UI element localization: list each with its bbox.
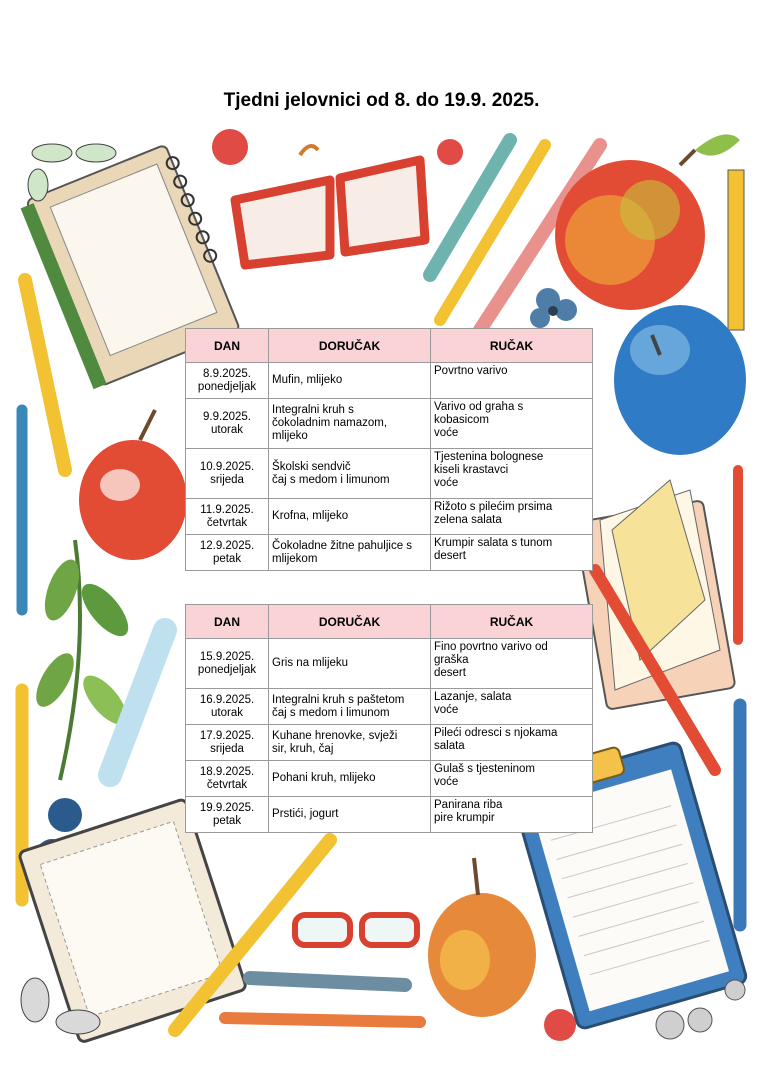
lunch-line: voće bbox=[434, 477, 459, 489]
date-text: 12.9.2025. bbox=[199, 539, 255, 552]
ball-icon bbox=[212, 129, 248, 165]
breakfast-header: DORUČAK bbox=[269, 605, 431, 639]
lunch-cell bbox=[431, 363, 593, 399]
apple-icon bbox=[79, 410, 187, 560]
lunch-cell bbox=[431, 639, 593, 689]
date-text: 18.9.2025. bbox=[199, 765, 255, 778]
lunch-line: pire krumpir bbox=[434, 812, 495, 824]
lunch-line: Krumpir salata s tunom bbox=[434, 537, 553, 549]
breakfast-line: Integralni kruh s bbox=[272, 404, 354, 416]
breakfast-line: mlijekom bbox=[272, 552, 318, 565]
table-row bbox=[186, 797, 593, 833]
table-header-row bbox=[186, 605, 593, 639]
weekday-text: petak bbox=[212, 552, 242, 565]
menu-table-week1 bbox=[185, 328, 593, 571]
day-header: DAN bbox=[186, 605, 269, 639]
weekday-text: utorak bbox=[211, 423, 243, 436]
table-row bbox=[186, 363, 593, 399]
breakfast-line: Prstići, jogurt bbox=[272, 808, 339, 820]
breakfast-cell bbox=[269, 761, 431, 797]
lunch-line: Rižoto s pilećim prsima bbox=[434, 501, 553, 513]
breakfast-cell bbox=[269, 725, 431, 761]
lunch-line: kiseli krastavci bbox=[434, 464, 509, 476]
date-text: 16.9.2025. bbox=[199, 693, 255, 706]
ball-icon bbox=[437, 139, 463, 165]
breakfast-cell bbox=[269, 535, 431, 571]
weekday-text: četvrtak bbox=[206, 778, 248, 791]
breakfast-line: čaj s medom i limunom bbox=[272, 473, 390, 486]
weekday-text: ponedjeljak bbox=[197, 663, 257, 676]
lunch-line: kobasicom bbox=[434, 414, 489, 426]
breakfast-cell bbox=[269, 449, 431, 499]
table-row bbox=[186, 499, 593, 535]
lunch-line: Tjestenina bolognese bbox=[434, 451, 544, 463]
breakfast-line: mlijeko bbox=[272, 430, 308, 442]
day-cell bbox=[186, 399, 269, 449]
lunch-cell bbox=[431, 449, 593, 499]
lunch-cell bbox=[431, 689, 593, 725]
table-row bbox=[186, 449, 593, 499]
weekday-text: srijeda bbox=[210, 473, 244, 486]
lunch-cell bbox=[431, 725, 593, 761]
date-text: 11.9.2025. bbox=[200, 503, 254, 516]
lunch-cell bbox=[431, 399, 593, 449]
lunch-line: voće bbox=[434, 427, 459, 439]
date-text: 8.9.2025. bbox=[203, 367, 251, 380]
lunch-line: graška bbox=[434, 654, 469, 666]
date-text: 9.9.2025. bbox=[203, 410, 251, 423]
lunch-line: Fino povrtno varivo od bbox=[434, 641, 548, 653]
ball-icon bbox=[544, 1009, 576, 1041]
lunch-line: salata bbox=[434, 740, 465, 752]
breakfast-line: Pohani kruh, mlijeko bbox=[272, 772, 376, 784]
day-cell bbox=[186, 797, 269, 833]
lunch-cell bbox=[431, 797, 593, 833]
notebook-icon bbox=[19, 799, 247, 1043]
day-cell bbox=[186, 449, 269, 499]
breakfast-line: čokoladnim namazom, bbox=[272, 417, 388, 429]
date-text: 19.9.2025. bbox=[199, 801, 255, 814]
breakfast-cell bbox=[269, 689, 431, 725]
breakfast-cell bbox=[269, 639, 431, 689]
table-header-row bbox=[186, 329, 593, 363]
lunch-cell bbox=[431, 535, 593, 571]
breakfast-line: sir, kruh, čaj bbox=[272, 742, 334, 755]
glasses-icon bbox=[235, 146, 425, 265]
table-row bbox=[186, 399, 593, 449]
menu-rows bbox=[186, 363, 593, 571]
day-cell bbox=[186, 499, 269, 535]
table-row bbox=[186, 725, 593, 761]
lunch-line: Varivo od graha s bbox=[434, 401, 524, 413]
table-row bbox=[186, 535, 593, 571]
flower-icon bbox=[530, 288, 577, 328]
breakfast-line: čaj s medom i limunom bbox=[272, 706, 390, 719]
lunch-line: Gulaš s tjesteninom bbox=[434, 763, 535, 775]
lunch-line: Pileći odresci s njokama bbox=[434, 727, 558, 739]
lunch-line: voće bbox=[434, 704, 459, 716]
breakfast-line: Kuhane hrenovke, svježi bbox=[272, 729, 398, 742]
breakfast-cell bbox=[269, 499, 431, 535]
day-cell bbox=[186, 363, 269, 399]
lunch-line: zelena salata bbox=[434, 514, 502, 526]
day-cell bbox=[186, 761, 269, 797]
weekday-text: ponedjeljak bbox=[197, 380, 257, 393]
menu-table-week2 bbox=[185, 604, 593, 833]
date-text: 15.9.2025. bbox=[199, 650, 255, 663]
breakfast-line: Integralni kruh s paštetom bbox=[272, 693, 405, 706]
lunch-line: Lazanje, salata bbox=[434, 691, 512, 703]
lunch-header: RUČAK bbox=[431, 605, 593, 639]
breakfast-line: Čokoladne žitne pahuljice s bbox=[272, 539, 413, 552]
page-title: Tjedni jelovnici od 8. do 19.9. 2025. bbox=[223, 90, 540, 111]
menu-rows bbox=[186, 639, 593, 833]
lunch-line: desert bbox=[434, 550, 466, 562]
date-text: 17.9.2025. bbox=[199, 729, 255, 742]
breakfast-cell bbox=[269, 399, 431, 449]
date-text: 10.9.2025. bbox=[199, 460, 255, 473]
weekday-text: petak bbox=[212, 814, 242, 827]
day-cell bbox=[186, 725, 269, 761]
lunch-line: desert bbox=[434, 667, 466, 679]
breakfast-line: Krofna, mlijeko bbox=[272, 510, 349, 522]
day-cell bbox=[186, 535, 269, 571]
apple-icon bbox=[614, 305, 746, 455]
breakfast-cell bbox=[269, 797, 431, 833]
day-cell bbox=[186, 639, 269, 689]
table-row bbox=[186, 761, 593, 797]
table-row bbox=[186, 689, 593, 725]
weekday-text: srijeda bbox=[210, 742, 244, 755]
day-header: DAN bbox=[186, 329, 269, 363]
lunch-line: Panirana riba bbox=[434, 799, 503, 811]
pencil-icon bbox=[728, 170, 744, 330]
pen-icon bbox=[225, 978, 420, 1022]
lunch-cell bbox=[431, 761, 593, 797]
lunch-header: RUČAK bbox=[431, 329, 593, 363]
glasses-icon bbox=[295, 915, 417, 945]
lunch-line: Povrtno varivo bbox=[434, 365, 508, 377]
breakfast-line: Mufin, mlijeko bbox=[272, 374, 343, 386]
breakfast-header: DORUČAK bbox=[269, 329, 431, 363]
lunch-cell bbox=[431, 499, 593, 535]
breakfast-line: Gris na mlijeku bbox=[272, 657, 349, 669]
breakfast-cell bbox=[269, 363, 431, 399]
weekday-text: četvrtak bbox=[206, 516, 248, 529]
table-row bbox=[186, 639, 593, 689]
apple-icon bbox=[428, 858, 536, 1017]
weekday-text: utorak bbox=[211, 706, 243, 719]
lunch-line: voće bbox=[434, 776, 459, 788]
breakfast-line: Školski sendvič bbox=[272, 460, 351, 473]
day-cell bbox=[186, 689, 269, 725]
